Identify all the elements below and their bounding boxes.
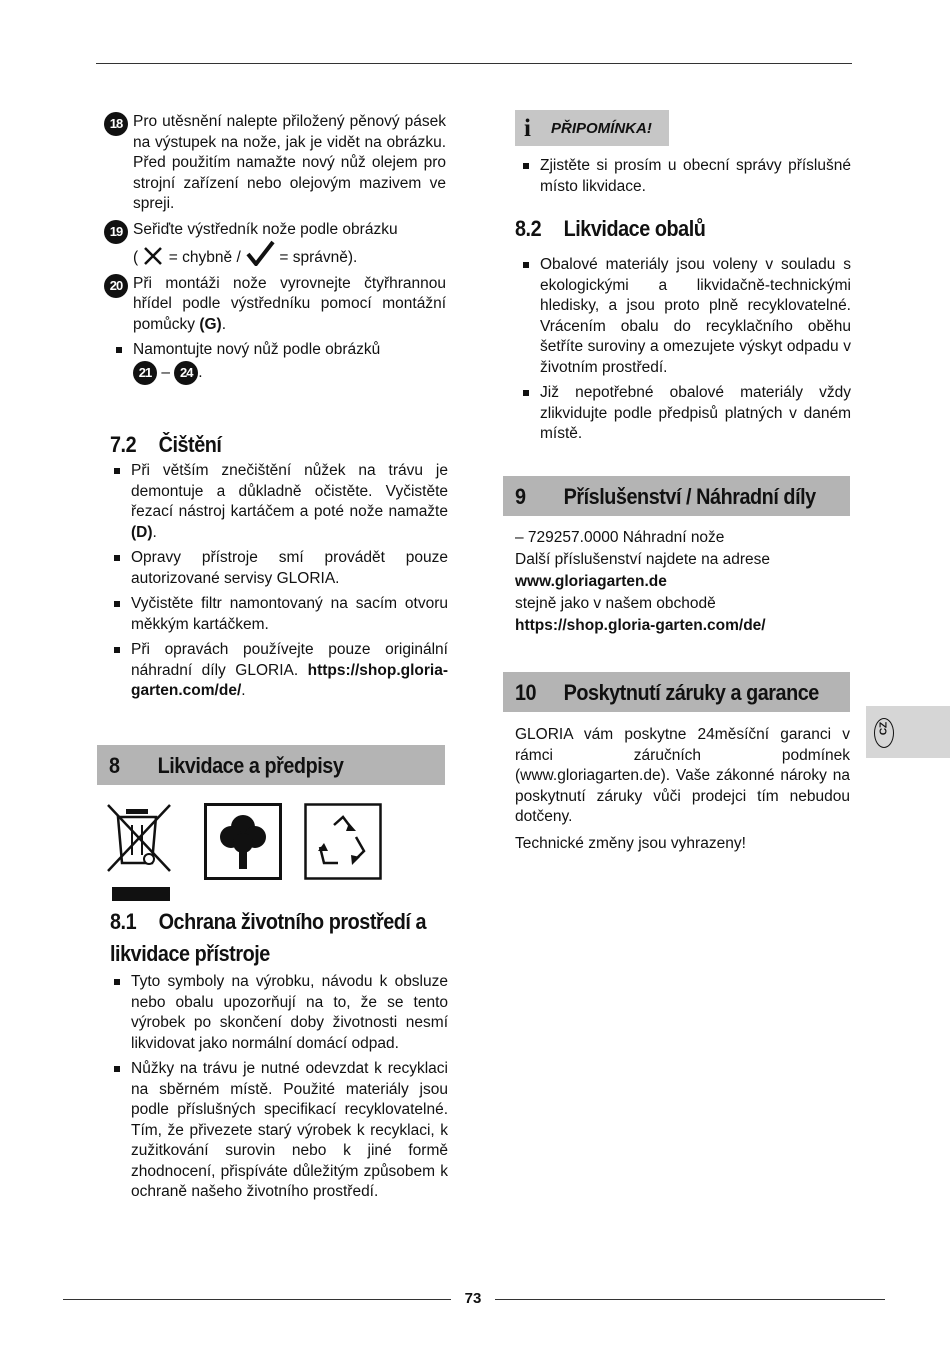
figure-badge: 21	[133, 361, 157, 385]
list-item: Zjistěte si prosím u obecní správy příslušné místo likvidace.	[515, 156, 851, 197]
note-label: PŘIPOMÍNKA!	[551, 120, 652, 137]
step-18	[104, 112, 446, 215]
page-number: 73	[464, 1290, 482, 1307]
section-7-2-heading	[110, 432, 221, 458]
top-rule	[96, 63, 852, 64]
website-link[interactable]: www.gloriagarten.de	[515, 573, 667, 590]
list-item: Tyto symboly na výrobku, návodu k obsluze nebo obalu upozorňují na to, že se tento výrobek po skončení doby životnosti nesmí likvidovat jako normální domácí odpad.	[106, 972, 448, 1054]
section-10-heading	[515, 680, 819, 706]
list-item-text: Vyčistěte filtr namontovaný na sacím otvoru měkkým kartáčkem.	[131, 595, 448, 633]
section-8-2-heading	[515, 216, 705, 242]
step-text: Seřiďte výstředník nože podle obrázku	[133, 220, 398, 238]
section-title: Čištění	[158, 432, 222, 457]
section-9-bar	[503, 476, 850, 516]
mount-list	[108, 340, 446, 385]
list-item: Již nepotřebné obalové materiály vždy zlikvidujte podle předpisů platných v daném místě.	[515, 383, 851, 445]
packaging-list	[515, 255, 851, 445]
left-column-top	[104, 112, 446, 390]
cross-icon	[142, 246, 164, 266]
section-9-heading	[515, 484, 816, 510]
section-10-body	[515, 725, 850, 854]
section-title-cont: likvidace přístroje	[110, 941, 270, 966]
tree-icon	[204, 803, 282, 881]
list-item	[108, 340, 446, 385]
accessories-line: Další příslušenství najdete na adrese	[515, 551, 771, 568]
section-title: Ochrana životního prostředí a	[158, 909, 427, 934]
section-title: Příslušenství / Náhradní díly	[563, 484, 816, 509]
language-tab	[866, 706, 950, 758]
step-number-badge: 19	[104, 220, 128, 244]
section-8-heading	[109, 753, 343, 779]
figure-badge: 24	[174, 361, 198, 385]
section-9-body	[515, 527, 851, 637]
list-item	[106, 594, 448, 635]
disposal-symbols	[104, 803, 394, 903]
recycling-icon	[304, 803, 382, 881]
list-item-text: Při opravách používejte pouze originální náhradní díly GLORIA.	[131, 641, 448, 679]
list-end: .	[152, 523, 157, 541]
section-number: 8.1	[110, 909, 137, 934]
list-item-bold: https://shop.gloria-garten.com/de/	[131, 661, 448, 699]
environment-list	[106, 972, 448, 1203]
info-icon: i	[524, 115, 531, 142]
list-item	[106, 548, 448, 589]
section-8-2-body	[515, 255, 851, 450]
note-list	[515, 156, 851, 197]
step-end: .	[221, 315, 227, 333]
step-text: (	[133, 249, 139, 266]
step-text: Při montáži nože vyrovnejte čtyřhrannou hřídel podle výstředníku pomocí montážní pomůcky	[133, 274, 446, 333]
section-number: 8	[109, 753, 120, 778]
section-8-bar	[97, 745, 445, 785]
warranty-text: GLORIA vám poskytne 24měsíční garanci v rámci záručních podmínek (www.gloriagarten.de). Vaše zákonné nároky na poskytnutí záruky vůči prodejci tím nebudou dotčeny.	[515, 726, 850, 825]
note-body	[515, 156, 851, 202]
step-bold: (G)	[199, 315, 222, 333]
bottom-rule-right	[495, 1299, 885, 1300]
list-end: .	[241, 682, 246, 699]
section-10-bar	[503, 672, 850, 712]
wrong-label: = chybně /	[168, 249, 241, 266]
section-8-1-body	[106, 972, 448, 1208]
list-item-text: Při větším znečištění nůžek na trávu je demontuje a důkladně očistěte. Vyčistěte řezací nástroj kartáčem a poté nože namažte	[131, 462, 448, 520]
cleaning-list	[106, 461, 448, 702]
shop-link[interactable]: https://shop.gloria-garten.com/de/	[515, 617, 766, 634]
step-20	[104, 274, 446, 336]
step-19	[104, 220, 446, 269]
dash: –	[161, 363, 170, 381]
list-item-text: Opravy přístroje smí provádět pouze autorizované servisy GLORIA.	[131, 549, 448, 587]
section-title: Poskytnutí záruky a garance	[563, 680, 819, 705]
list-item	[106, 640, 448, 702]
section-8-1-heading	[110, 906, 426, 970]
list-item-text: Namontujte nový nůž podle obrázků	[133, 341, 381, 358]
section-number: 9	[515, 484, 526, 509]
bottom-rule-left	[63, 1299, 451, 1300]
crossed-bin-icon	[104, 803, 178, 903]
checkmark-icon	[245, 240, 275, 266]
section-number: 8.2	[515, 216, 542, 241]
step-number-badge: 18	[104, 112, 128, 136]
step-number-badge: 20	[104, 274, 128, 298]
section-title: Likvidace obalů	[563, 216, 706, 241]
step-text: Pro utěsnění nalepte přiložený pěnový pásek na výstupek na nože, jak je vidět na obrázku. Před použitím namažte nový nůž olejem pro strojní zařízení nebo olejovým mazivem ve spreji.	[133, 113, 446, 212]
list-item-bold: (D)	[131, 523, 153, 541]
right-label: = správně).	[279, 249, 358, 266]
disclaimer-text: Technické změny jsou vyhrazeny!	[515, 834, 746, 852]
shop-line: stejně jako v našem obchodě	[515, 595, 716, 612]
section-number: 7.2	[110, 432, 137, 457]
list-item: Nůžky na trávu je nutné odevzdat k recyklaci na sběrném místě. Použité materiály jsou podle příslušných specifikací recyklovatelné. Tím, že přivezete starý výrobek k recyklaci, k zužitkování surovin nebo k jiné formě zhodnocení, přispíváte důležitým způsobem k ochraně našeho životního prostředí.	[106, 1059, 448, 1203]
spare-part-line: – 729257.0000 Náhradní nože	[515, 529, 725, 546]
section-7-2-body	[106, 461, 448, 707]
note-box	[515, 110, 669, 146]
list-end: .	[198, 363, 203, 381]
list-item	[106, 461, 448, 543]
section-number: 10	[515, 680, 537, 705]
language-code: CZ	[878, 721, 890, 736]
list-item: Obalové materiály jsou voleny v souladu s ekologickými a likvidačně-technickými hledisky, a jsou proto plně recyklovatelné. Vrácením obalu do recyklačního oběhu šetříte suroviny a omezujete výskyt odpadu v životním prostředí.	[515, 255, 851, 378]
section-title: Likvidace a předpisy	[157, 753, 344, 778]
